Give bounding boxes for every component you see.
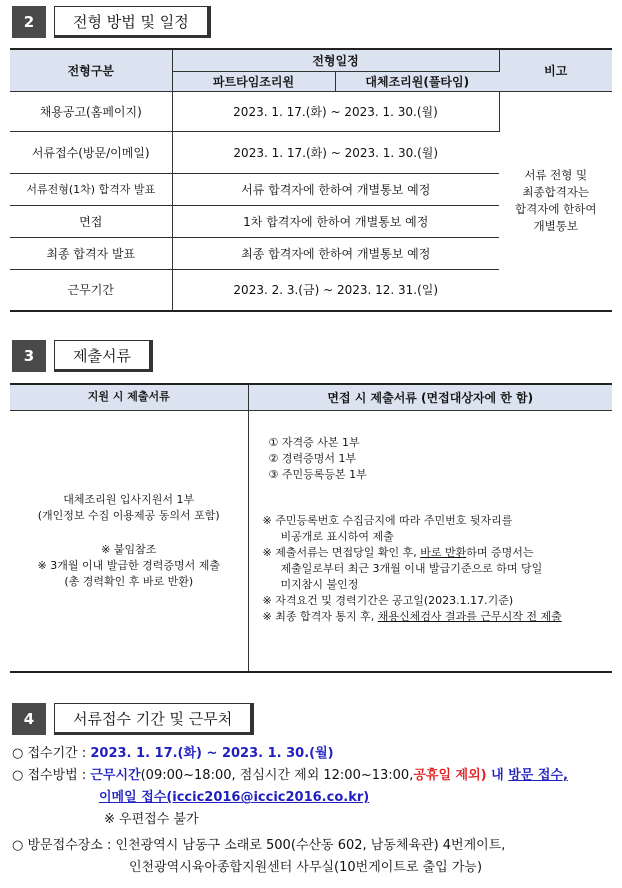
place-value: 인천광역시 남동구 소래로 500(수산동 602, 남동체육관) 4번게이트, [115,838,506,853]
table-row [10,91,612,131]
period-label: ○ 접수기간 : [12,746,87,761]
place-label: ○ 방문접수장소 : [12,838,112,853]
method-line: ○ 접수방법 : 근무시간(09:00~18:00, 점심시간 제외 12:00~13:00,공휴일 제외) 내 방문 접수, [12,768,568,783]
section-number: 3 [12,340,46,372]
note-line: 합격자에 한하여 [515,201,597,216]
note-line: ※ 제출서류는 면접당일 확인 후, 바로 반환하며 증명서는 [262,545,534,559]
hours-value: (09:00~18:00, 점심시간 제외 12:00~13:00, [140,768,414,783]
note-line: ※ 자격요건 및 경력기간은 공고일(2023.1.17.기준) [262,593,514,607]
row-label: 서류접수(방문/이메일) [10,131,172,173]
row-value: 2023. 1. 17.(화) ~ 2023. 1. 30.(월) [172,131,499,173]
note-line: 최종합격자는 [522,184,590,199]
section-number: 2 [12,6,46,38]
note-line: ※ 주민등록번호 수집금지에 따라 주민번호 뒷자리를 [262,513,513,527]
row-label: 서류전형(1차) 합격자 발표 [10,173,172,205]
row-value: 2023. 1. 17.(화) ~ 2023. 1. 30.(월) [172,91,499,131]
row-label: 근무기간 [10,269,172,311]
doc-line: 대체조리원 입사지원서 1부 [63,492,195,506]
note-line: 개별통보 [533,218,578,233]
documents-table [10,383,612,673]
header-parttime: 파트타임조리원 [172,71,335,91]
holiday-note: 공휴일 제외 [413,768,481,783]
header-category: 전형구분 [10,49,172,91]
apply-docs-cell [10,410,248,672]
row-value: 1차 합격자에 한하여 개별통보 예정 [172,205,499,237]
schedule-table [10,48,612,312]
doc-item: ① 자격증 사본 1부 [268,435,360,449]
note-line: 제출일로부터 최근 3개월 이내 발급기준으로 하며 당일 [280,561,543,575]
header-note: 비고 [499,49,612,91]
mail-note: ※ 우편접수 불가 [104,812,199,827]
doc-item: ③ 주민등록등본 1부 [268,467,367,481]
header-schedule: 전형일정 [172,49,499,71]
doc-item: ② 경력증명서 1부 [268,451,357,465]
hours-label: 근무시간 [90,768,141,783]
header-apply-docs: 지원 시 제출서류 [10,384,248,410]
period-value: 2023. 1. 17.(화) ~ 2023. 1. 30.(월) [90,746,334,761]
row-value: 2023. 2. 3.(금) ~ 2023. 12. 31.(일) [172,269,499,311]
period-line [12,743,612,765]
row-label: 면접 [10,205,172,237]
row-label: 채용공고(홈페이지) [10,91,172,131]
section-number: 4 [12,703,46,735]
header-substitute: 대체조리원(풀타임) [335,71,499,91]
section-title: 서류접수 기간 및 근무처 [54,703,254,735]
section-3-header [12,340,153,372]
doc-line: ※ 붙임참조 [101,542,157,556]
note-line: 미지참시 불인정 [280,577,359,591]
email-line [12,787,612,809]
row-value: 최종 합격자에 한하여 개별통보 예정 [172,237,499,269]
doc-line: (개인정보 수집 이용제공 동의서 포함) [37,508,220,522]
spacer [10,524,248,542]
visit-submission: 방문 접수, [508,768,568,783]
method-label: ○ 접수방법 : [12,768,87,783]
section-4-header [12,703,254,735]
interview-docs-cell [248,410,612,672]
section-title: 제출서류 [54,340,153,372]
header-interview-docs: 면접 시 제출서류 (면접대상자에 한 함) [248,384,612,410]
submission-info [12,743,612,879]
section-title: 전형 방법 및 일정 [54,6,211,38]
row-label: 최종 합격자 발표 [10,237,172,269]
doc-line: (총 경력확인 후 바로 반환) [64,574,194,588]
place-line-2: 인천광역시육아종합지원센터 사무실(10번게이트로 출입 가능) [129,860,483,875]
doc-line: ※ 3개월 이내 발급한 경력증명서 제출 [37,558,220,572]
note-line: 비공개로 표시하여 제출 [280,529,394,543]
row-value: 서류 합격자에 한하여 개별통보 예정 [172,173,499,205]
note-line: 서류 전형 및 [524,167,588,182]
place-line [12,835,612,857]
section-2-header [12,6,211,38]
note-line: ※ 최종 합격자 통지 후, 채용신체검사 결과를 근무시작 전 제출 [262,609,562,623]
email-submission-link[interactable]: 이메일 접수(iccic2016@iccic2016.co.kr) [99,790,370,805]
note-cell [499,91,612,311]
